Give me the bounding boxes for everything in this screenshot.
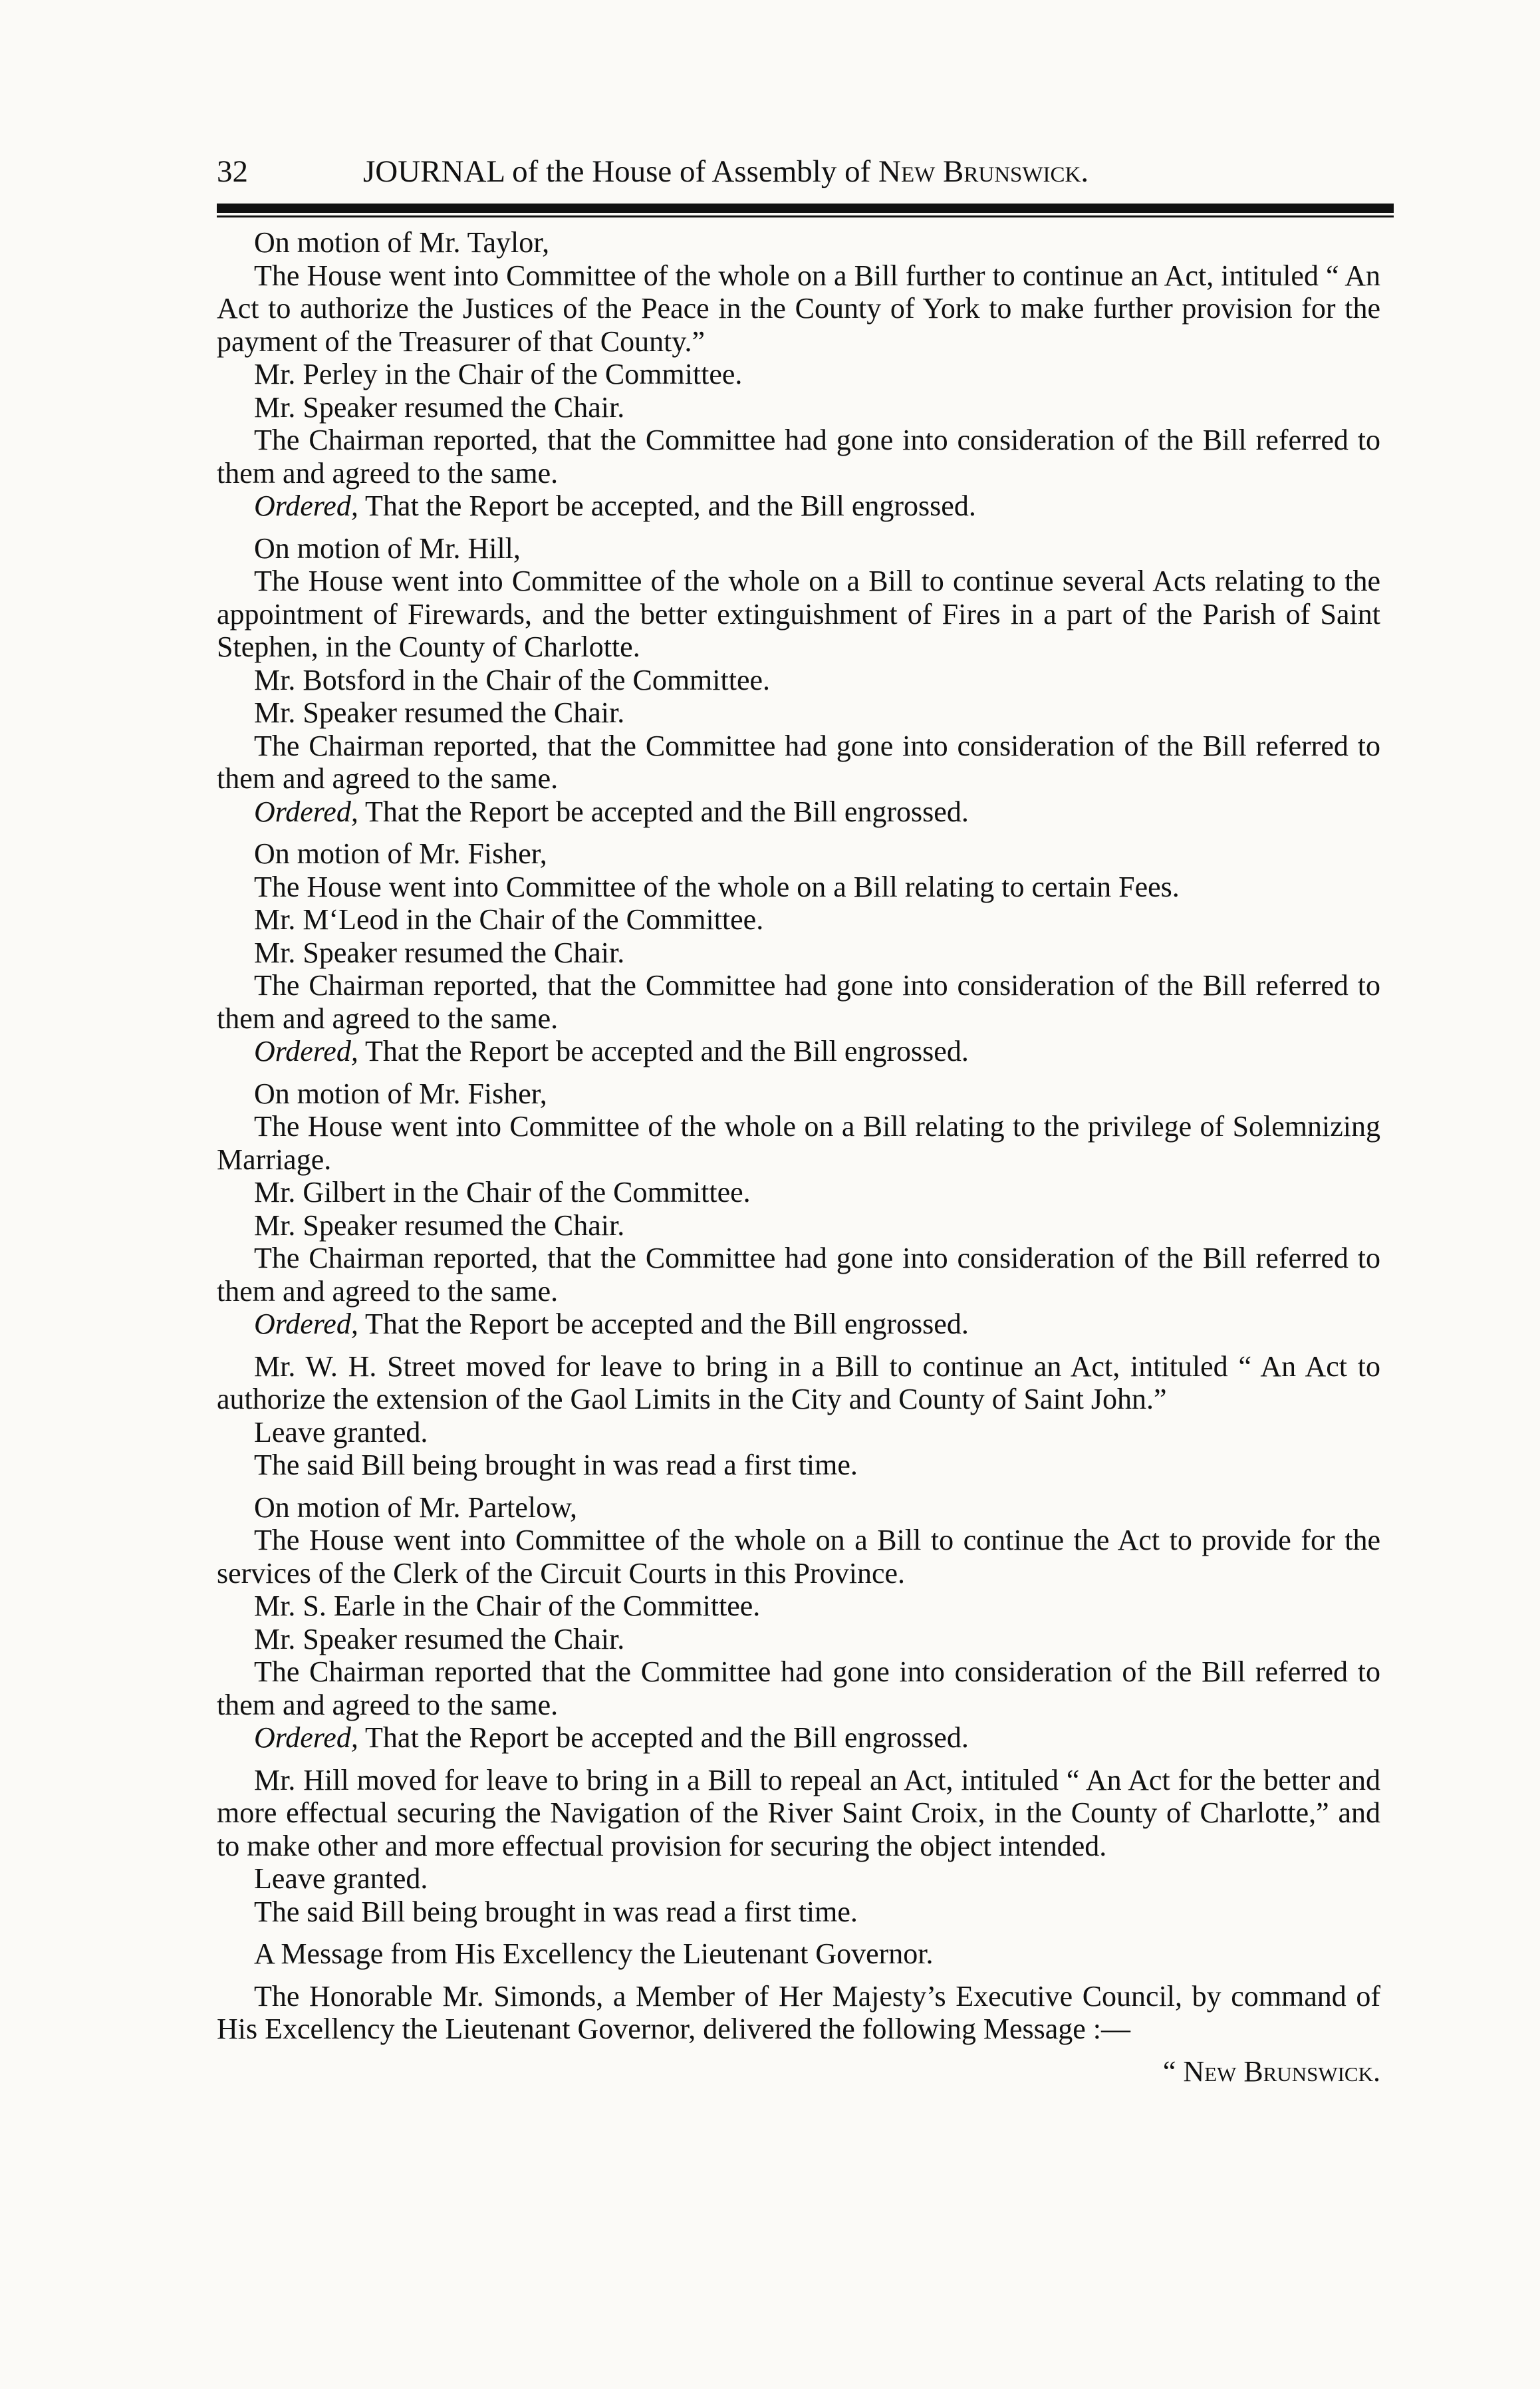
entry-paragraph — [217, 1655, 1380, 1721]
entry-paragraph — [217, 871, 1380, 904]
entry-paragraph — [217, 1176, 1380, 1209]
entry-paragraph — [217, 1077, 1380, 1111]
entry-paragraph — [217, 1896, 1380, 1929]
paragraph-text: The Chairman reported that the Committee had gone into consideration of the Bill referred to them and agreed to the same. — [217, 1655, 1380, 1721]
paragraph-text: Mr. Perley in the Chair of the Committee. — [254, 358, 743, 390]
entry-paragraph — [217, 696, 1380, 730]
paragraph-text: On motion of Mr. Fisher, — [254, 1077, 547, 1110]
paragraph-text: That the Report be accepted and the Bill engrossed. — [358, 795, 969, 828]
entry-paragraph — [217, 1980, 1380, 2046]
entry-paragraph — [217, 1209, 1380, 1242]
paragraph-text: That the Report be accepted and the Bill engrossed. — [358, 1035, 969, 1067]
entry-paragraph — [217, 936, 1380, 970]
entry-paragraph — [217, 226, 1380, 259]
paragraph-text: On motion of Mr. Taylor, — [254, 226, 550, 259]
paragraph-text: The House went into Committee of the whole on a Bill relating to the privilege of Solemnizing Marriage. — [217, 1110, 1380, 1176]
entry-paragraph — [217, 490, 1380, 523]
journal-entry — [217, 226, 1380, 523]
journal-entry — [217, 532, 1380, 829]
entry-paragraph — [217, 358, 1380, 391]
paragraph-text: Mr. Speaker resumed the Chair. — [254, 1622, 625, 1655]
paragraph-text: A Message from His Excellency the Lieutenant Governor. — [254, 1937, 934, 1970]
ordered-label: Ordered, — [254, 1308, 358, 1340]
entry-paragraph — [217, 391, 1380, 424]
paragraph-text: The House went into Committee of the whole on a Bill to continue the Act to provide for the services of the Clerk of the Circuit Courts in this Province. — [217, 1524, 1380, 1590]
entry-paragraph — [217, 1721, 1380, 1755]
ordered-label: Ordered, — [254, 1721, 358, 1754]
paragraph-text: Mr. S. Earle in the Chair of the Committee. — [254, 1590, 761, 1622]
journal-entry — [217, 1350, 1380, 1482]
paragraph-text: The Chairman reported, that the Committee had gone into consideration of the Bill referred to them and agreed to the same. — [217, 969, 1380, 1035]
paragraph-text: That the Report be accepted and the Bill engrossed. — [358, 1721, 969, 1754]
paragraph-text: Mr. M‘Leod in the Chair of the Committee. — [254, 903, 764, 936]
entry-paragraph — [217, 424, 1380, 490]
paragraph-text: Mr. Speaker resumed the Chair. — [254, 696, 625, 729]
entry-paragraph — [217, 1110, 1380, 1176]
entry-paragraph — [217, 1350, 1380, 1416]
entry-paragraph — [217, 969, 1380, 1035]
ordered-label: Ordered, — [254, 490, 358, 522]
paragraph-text: On motion of Mr. Hill, — [254, 531, 521, 565]
entry-paragraph — [217, 1623, 1380, 1656]
entry-paragraph — [217, 903, 1380, 936]
paragraph-text: That the Report be accepted, and the Bill engrossed. — [358, 490, 976, 522]
journal-entry — [217, 1077, 1380, 1341]
paragraph-text: The House went into Committee of the whole on a Bill further to continue an Act, intituled “ An Act to authorize the Justices of the Peace in the County of York to make further provision for the payment of the Treasurer of that County.” — [217, 259, 1380, 358]
paragraph-text: Mr. Speaker resumed the Chair. — [254, 1208, 625, 1242]
paragraph-text: The Chairman reported, that the Committee had gone into consideration of the Bill referred to them and agreed to the same. — [217, 1242, 1380, 1308]
journal-entry — [217, 1980, 1380, 2046]
entry-paragraph — [217, 664, 1380, 697]
entry-paragraph — [217, 259, 1380, 358]
entry-paragraph — [217, 1862, 1380, 1896]
journal-entry — [217, 1764, 1380, 1929]
paragraph-text: Mr. Botsford in the Chair of the Committee. — [254, 663, 771, 696]
entry-paragraph — [217, 1491, 1380, 1524]
journal-entry — [217, 1491, 1380, 1755]
paragraph-text: Mr. W. H. Street moved for leave to bring in a Bill to continue an Act, intituled “ An Act to authorize the extension of the Gaol Limits in the City and County of Saint John.” — [217, 1349, 1380, 1415]
entry-paragraph — [217, 1416, 1380, 1449]
journal-entry — [217, 1937, 1380, 1971]
paragraph-text: The said Bill being brought in was read a first time. — [254, 1449, 858, 1481]
paragraph-text: The House went into Committee of the whole on a Bill to continue several Acts relating to the appointment of Firewards, and the better extinguishment of Fires in a part of the Parish of Saint Stephen, in the County of Charlotte. — [217, 565, 1380, 663]
paragraph-text: Mr. Gilbert in the Chair of the Committee. — [254, 1176, 751, 1208]
paragraph-text: The Honorable Mr. Simonds, a Member of Her Majesty’s Executive Council, by command of His Excellency the Lieutenant Governor, delivered the following Message :— — [217, 1979, 1380, 2045]
page-number: 32 — [217, 154, 248, 189]
paragraph-text: Mr. Speaker resumed the Chair. — [254, 936, 625, 969]
paragraph-text: The Chairman reported, that the Committee had gone into consideration of the Bill referred to them and agreed to the same. — [217, 424, 1380, 490]
paragraph-text: The House went into Committee of the whole on a Bill relating to certain Fees. — [254, 870, 1180, 903]
paragraph-text: Mr. Speaker resumed the Chair. — [254, 390, 625, 424]
paragraph-text: The said Bill being brought in was read a first time. — [254, 1895, 858, 1928]
paragraph-text: Leave granted. — [254, 1862, 428, 1895]
entry-paragraph — [217, 1590, 1380, 1623]
entry-paragraph — [217, 1937, 1380, 1971]
paragraph-text: Leave granted. — [254, 1415, 428, 1449]
header-rule-thin — [217, 215, 1394, 217]
entry-paragraph — [217, 565, 1380, 664]
entry-paragraph — [217, 532, 1380, 565]
entry-paragraph — [217, 1764, 1380, 1863]
paragraph-text: On motion of Mr. Partelow, — [254, 1490, 577, 1524]
entry-paragraph — [217, 1035, 1380, 1068]
paragraph-text: On motion of Mr. Fisher, — [254, 837, 547, 870]
entry-paragraph — [217, 1449, 1380, 1482]
ordered-label: Ordered, — [254, 795, 358, 828]
entry-paragraph — [217, 730, 1380, 795]
entry-paragraph — [217, 837, 1380, 871]
ordered-label: Ordered, — [254, 1035, 358, 1067]
entry-paragraph — [217, 1524, 1380, 1590]
paragraph-text: Mr. Hill moved for leave to bring in a Bill to repeal an Act, intituled “ An Act for the better and more effectual securing the Navigation of the River Saint Croix, in the County of Charlotte,” and to make other and more effectual provision for securing the object intended. — [217, 1763, 1380, 1862]
paragraph-text: That the Report be accepted and the Bill engrossed. — [358, 1308, 969, 1340]
entry-paragraph — [217, 1308, 1380, 1341]
journal-body — [217, 226, 1380, 2088]
paragraph-text: The Chairman reported, that the Committee had gone into consideration of the Bill referred to them and agreed to the same. — [217, 729, 1380, 795]
running-title-province: New Brunswick. — [878, 154, 1089, 189]
journal-entry — [217, 837, 1380, 1068]
entry-paragraph — [217, 1242, 1380, 1308]
page-header — [217, 152, 1394, 192]
entry-paragraph — [217, 795, 1380, 829]
header-rule-thick — [217, 204, 1394, 213]
running-title: JOURNAL of the House of Assembly of — [363, 154, 878, 189]
message-heading: “ New Brunswick. — [1162, 2054, 1380, 2088]
